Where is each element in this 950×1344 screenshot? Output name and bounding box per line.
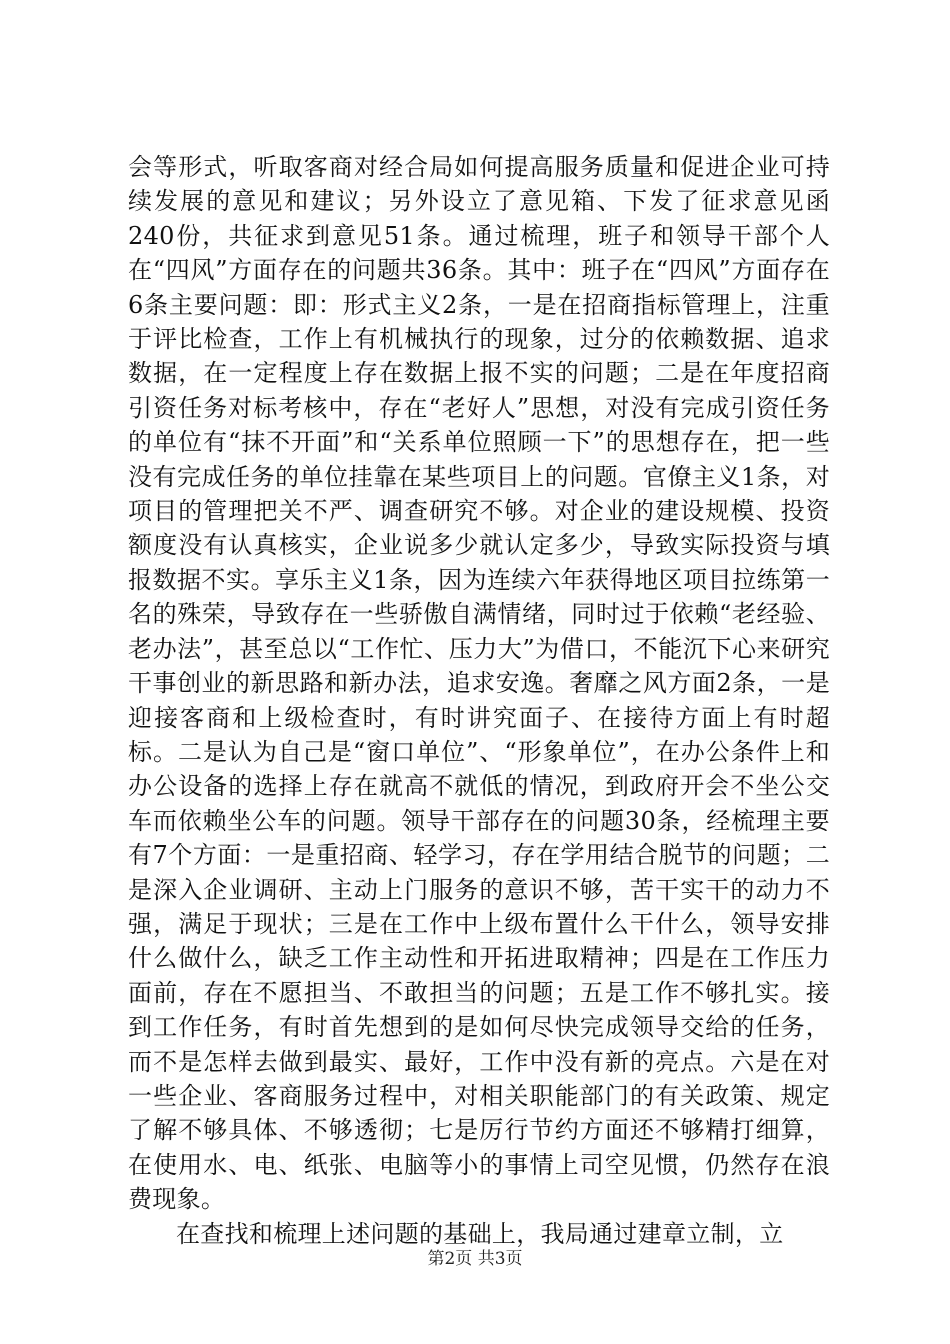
- paragraph-2: 在查找和梳理上述问题的基础上，我局通过建章立制，立: [176, 1219, 784, 1248]
- paragraph-1: 会等形式，听取客商对经合局如何提高服务质量和促进企业可持续发展的意见和建议；另外设立了意见箱、下发了征求意见函240份，共征求到意见51条。通过梳理，班子和领导干部个人在“四风”方面存在的问题共36条。其中：班子在“四风”方面存在6条主要问题：即：形式主义2条，一是在招商指标管理上，注重于评比检查，工作上有机械执行的现象，过分的依赖数据、追求数据，在一定程度上存在数据上报不实的问题；二是在年度招商引资任务对标考核中，存在“老好人”思想，对没有完成引资任务的单位有“抹不开面”和“关系单位照顾一下”的思想存在，把一些没有完成任务的单位挂靠在某些项目上的问题。官僚主义1条，对项目的管理把关不严、调查研究不够。对企业的建设规模、投资额度没有认真核实，企业说多少就认定多少，导致实际投资与填报数据不实。享乐主义1条，因为连续六年获得地区项目拉练第一名的殊荣，导致存在一些骄傲自满情绪，同时过于依赖“老经验、老办法”，甚至总以“工作忙、压力大”为借口，不能沉下心来研究干事创业的新思路和新办法，追求安逸。奢靡之风方面2条，一是迎接客商和上级检查时，有时讲究面子、在接待方面上有时超标。二是认为自己是“窗口单位”、“形象单位”，在办公条件上和办公设备的选择上存在就高不就低的情况，到政府开会不坐公交车而依赖坐公车的问题。领导干部存在的问题30条，经梳理主要有7个方面：一是重招商、轻学习，存在学用结合脱节的问题；二是深入企业调研、主动上门服务的意识不够，苦干实干的动力不强，满足于现状；三是在工作中上级布置什么干什么，领导安排什么做什么，缺乏工作主动性和开拓进取精神；四是在工作压力面前，存在不愿担当、不敢担当的问题；五是工作不够扎实。接到工作任务，有时首先想到的是如何尽快完成领导交给的任务，而不是怎样去做到最实、最好，工作中没有新的亮点。六是在对一些企业、客商服务过程中，对相关职能部门的有关政策、规定了解不够具体、不够透彻；七是厉行节约方面还不够精打细算，在使用水、电、纸张、电脑等小的事情上司空见惯，仍然存在浪费现象。: [128, 153, 830, 1214]
- page-footer: 第2页 共3页: [427, 1249, 523, 1269]
- document-body: [128, 150, 830, 1251]
